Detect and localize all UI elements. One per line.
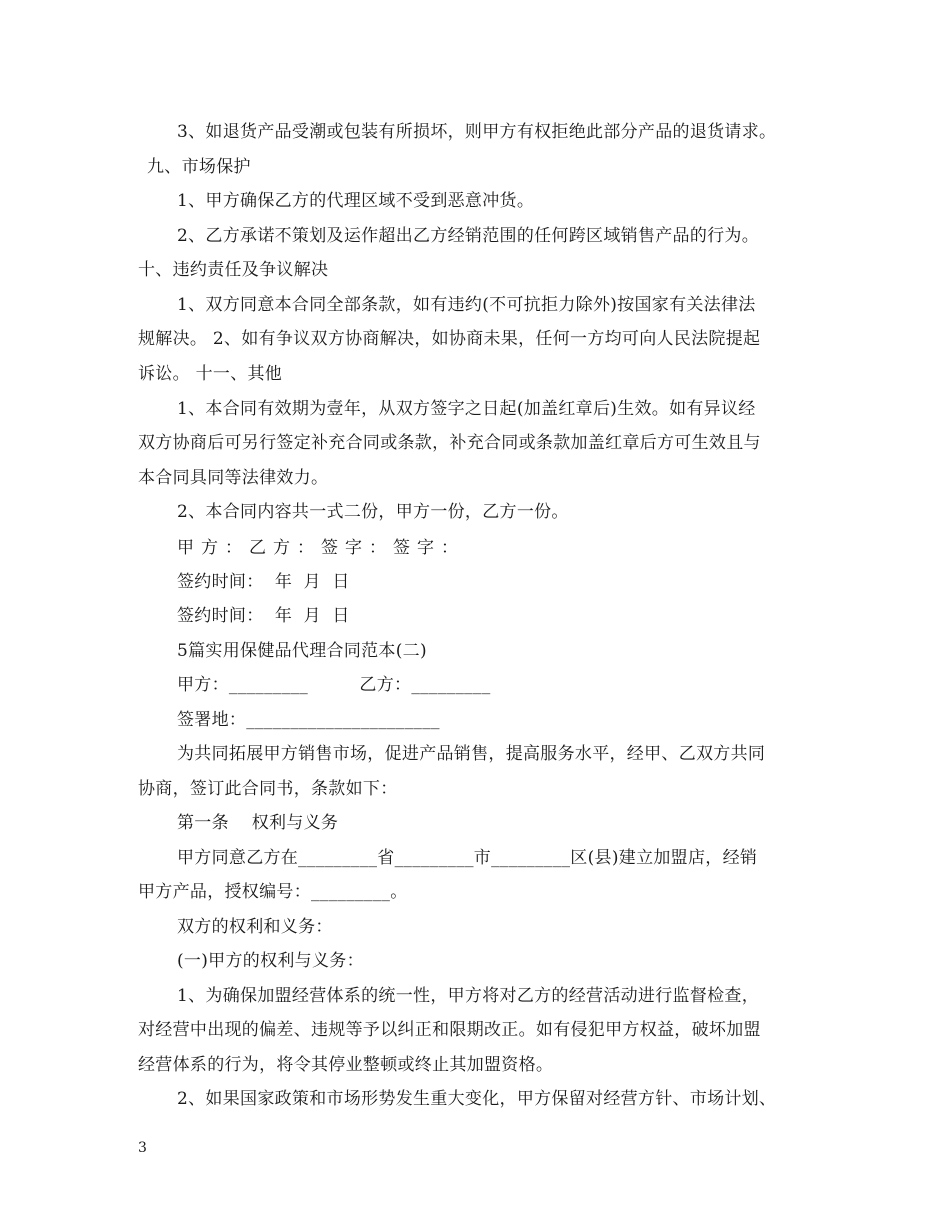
party-a-rights-1: 1、为确保加盟经营体系的统一性，甲方将对乙方的经营活动进行监督检查，	[177, 986, 760, 1006]
preamble-cont: 协商，签订此合同书，条款如下：	[138, 779, 398, 799]
article-1-location: 甲方同意乙方在_________省_________市_________区(县)建立加盟店，经销	[177, 848, 758, 868]
signing-date-1: 签约时间： 年 月 日	[177, 572, 350, 592]
clause-market-2: 2、乙方承诺不策划及运作超出乙方经销范围的任何跨区域销售产品的行为。	[177, 226, 760, 246]
page-number: 3	[138, 1140, 147, 1156]
clause-liability-1-cont: 规解决。 2、如有争议双方协商解决，如协商未果，任何一方均可向人民法院提起	[138, 329, 761, 349]
party-a-rights-2: 2、如果国家政策和市场形势发生重大变化，甲方保留对经营方针、市场计划、	[177, 1089, 777, 1109]
clause-other-1: 1、本合同有效期为壹年，从双方签字之日起(加盖红章后)生效。如有异议经	[177, 399, 756, 419]
party-a-rights-heading: (一)甲方的权利与义务：	[177, 951, 364, 971]
signing-date-2: 签约时间： 年 月 日	[177, 606, 350, 626]
party-a-rights-1-cont: 对经营中出现的偏差、违规等予以纠正和限期改正。如有侵犯甲方权益，破坏加盟	[138, 1020, 761, 1040]
section-heading-liability: 十、违约责任及争议解决	[138, 260, 329, 280]
clause-other-2: 2、本合同内容共一式二份，甲方一份，乙方一份。	[177, 502, 569, 522]
party-a-rights-1-end: 经营体系的行为，将令其停业整顿或终止其加盟资格。	[138, 1055, 554, 1075]
signature-line: 甲方：乙方：签字：签字：	[177, 538, 465, 558]
document-subtitle: 5篇实用保健品代理合同范本(二)	[177, 641, 427, 661]
article-1-location-cont: 甲方产品，授权编号：_________。	[138, 882, 408, 902]
clause-market-1: 1、甲方确保乙方的代理区域不受到恶意冲货。	[177, 191, 535, 211]
rights-heading: 双方的权利和义务：	[177, 917, 333, 937]
clause-return-damaged: 3、如退货产品受潮或包装有所损坏，则甲方有权拒绝此部分产品的退货请求。	[177, 122, 777, 142]
preamble: 为共同拓展甲方销售市场，促进产品销售，提高服务水平，经甲、乙双方共同	[177, 744, 766, 764]
party-blanks: 甲方：_________ 乙方：_________	[177, 675, 491, 695]
section-heading-market-protection: 九、市场保护	[147, 157, 251, 177]
clause-other-1-cont: 双方协商后可另行签定补充合同或条款，补充合同或条款加盖红章后方可生效且与	[138, 433, 761, 453]
clause-liability-1: 1、双方同意本合同全部条款，如有违约(不可抗拒力除外)按国家有关法律法	[177, 295, 756, 315]
article-1-heading: 第一条 权利与义务	[177, 813, 339, 833]
clause-liability-2-cont: 诉讼。 十一、其他	[138, 364, 283, 384]
signing-place: 签署地：______________________	[177, 710, 440, 730]
clause-other-1-end: 本合同具同等法律效力。	[138, 468, 329, 488]
